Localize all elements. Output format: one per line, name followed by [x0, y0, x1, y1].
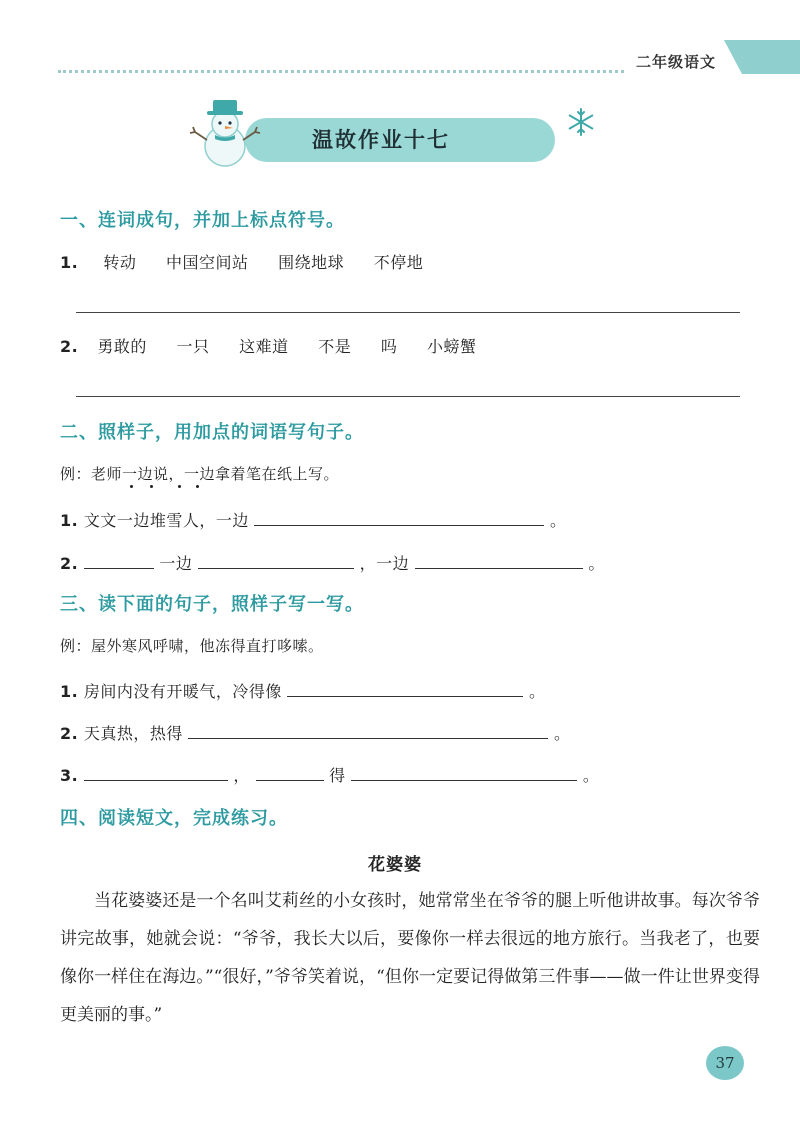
word: 一只 [176, 337, 210, 356]
section3-item-2 [60, 720, 571, 744]
item-number: 3. [60, 766, 79, 785]
item-end: 。 [582, 766, 600, 785]
emphasis-dot [178, 485, 181, 488]
section3-example: 例：屋外寒风呼啸，他冻得直打哆嗦。 [60, 637, 324, 655]
blank-field[interactable] [351, 762, 577, 781]
item-number: 1. [60, 682, 79, 701]
section3-item-1 [60, 678, 546, 702]
emphasis-dot [130, 485, 133, 488]
answer-line-1[interactable] [76, 312, 740, 313]
item-number: 2. [60, 554, 79, 573]
section2-heading: 二、照样子，用加点的词语写句子。 [60, 422, 364, 443]
section2-example: 例：老师一边说，一边拿着笔在纸上写。 [60, 465, 340, 483]
blank-field[interactable] [188, 720, 548, 739]
word: 这难道 [239, 337, 289, 356]
item-end: 。 [554, 724, 571, 743]
blank-field[interactable] [84, 762, 228, 781]
item-text: 房间内没有开暖气，冷得像 [83, 682, 282, 701]
emphasis-dot [150, 485, 153, 488]
section1-heading: 一、连词成句，并加上标点符号。 [60, 210, 345, 231]
item-end: 。 [588, 554, 605, 573]
item-text: ，一边 [359, 554, 410, 573]
blank-field[interactable] [287, 678, 523, 697]
section3-heading: 三、读下面的句子，照样子写一写。 [60, 594, 364, 615]
item-end: 。 [550, 511, 567, 530]
blank-field[interactable] [256, 762, 324, 781]
item-text: 天真热，热得 [83, 724, 183, 743]
item-number: 1. [60, 253, 79, 272]
word: 中国空间站 [166, 253, 249, 272]
page-number-badge [706, 1046, 744, 1080]
header-dotted-line [58, 70, 630, 73]
blank-field[interactable] [415, 550, 583, 569]
section3-item-3 [60, 762, 599, 786]
story-title: 花婆婆 [368, 855, 422, 875]
word: 小螃蟹 [426, 337, 477, 356]
word: 不是 [318, 337, 352, 356]
word: 不停地 [373, 253, 424, 272]
item-text: ， [233, 766, 250, 785]
grade-label: 二年级语文 [636, 53, 717, 71]
section2-item-2 [60, 550, 605, 574]
word: 勇敢的 [97, 337, 147, 356]
answer-line-2[interactable] [76, 396, 740, 397]
section1-item-2 [60, 334, 500, 357]
word: 转动 [103, 253, 137, 272]
word: 吗 [380, 337, 398, 356]
story-paragraph: 当花婆婆还是一个名叫艾莉丝的小女孩时，她常常坐在爷爷的腿上听他讲故事。每次爷爷讲完故事，她就会说：“爷爷，我长大以后，要像你一样去很远的地方旅行。当我老了，也要像你一样住在海边。”“很好，”爷爷笑着说，“但你一定要记得做第三件事——做一件让世界变得更美丽的事。” [60, 891, 760, 1025]
blank-field[interactable] [198, 550, 354, 569]
item-end: 。 [529, 682, 546, 701]
section2-item-1 [60, 507, 567, 531]
item-text: 文文一边堆雪人，一边 [83, 511, 249, 530]
item-text: 一边 [159, 554, 193, 573]
word: 围绕地球 [278, 253, 345, 272]
item-number: 1. [60, 511, 79, 530]
item-text: 得 [329, 766, 346, 785]
blank-field[interactable] [84, 550, 154, 569]
blank-field[interactable] [254, 507, 544, 526]
section4-heading: 四、阅读短文，完成练习。 [60, 808, 288, 829]
item-number: 2. [60, 724, 79, 743]
page-number: 37 [715, 1054, 735, 1072]
snowflake-icon [570, 109, 593, 135]
section1-item-1 [60, 250, 447, 273]
emphasis-dot [196, 485, 199, 488]
item-number: 2. [60, 337, 79, 356]
page-title: 温故作业十七 [312, 128, 450, 152]
